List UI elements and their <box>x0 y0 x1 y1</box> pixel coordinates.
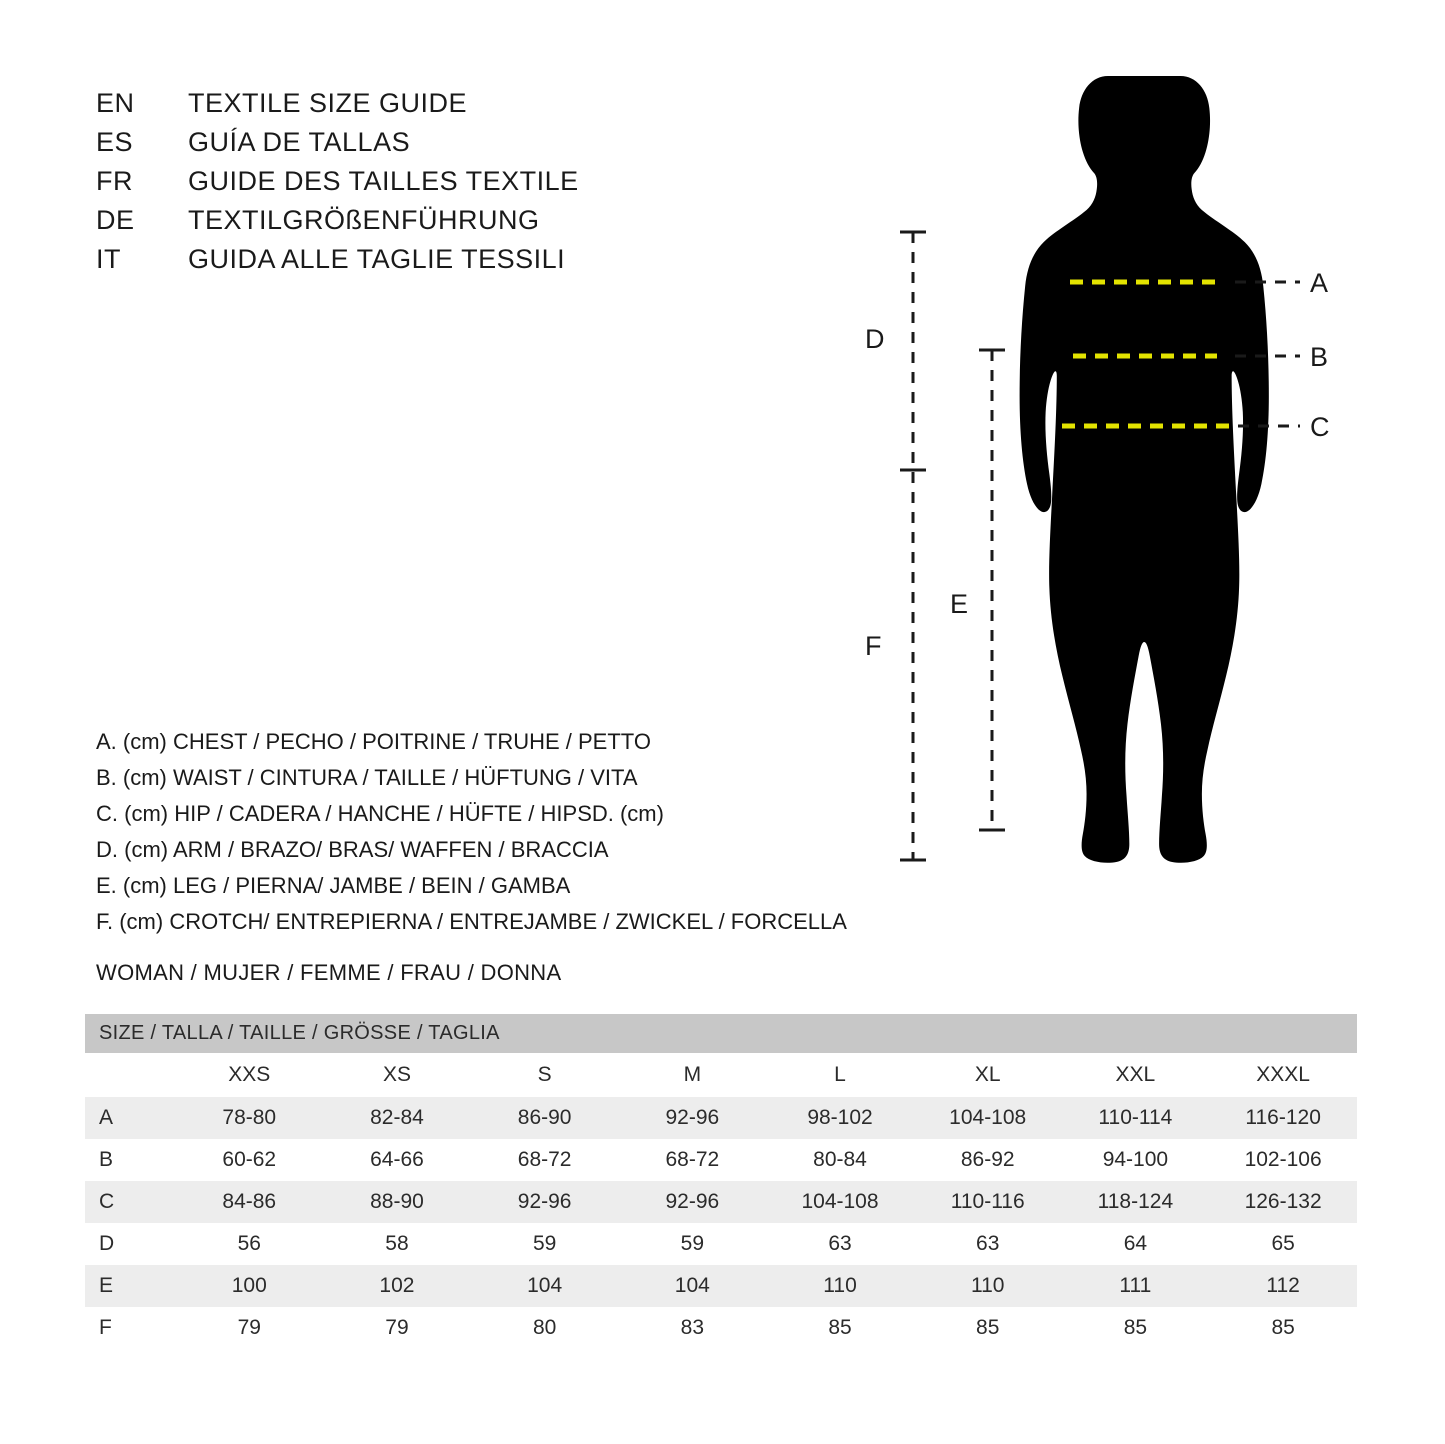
table-row <box>85 1097 1357 1139</box>
cell-f-xxxl: 85 <box>1209 1307 1357 1349</box>
title-row-de <box>96 205 579 244</box>
cell-d-m: 59 <box>618 1223 766 1265</box>
cell-e-xl: 110 <box>914 1265 1062 1307</box>
cell-c-xl: 110-116 <box>914 1181 1062 1223</box>
legend-item-c: C. (cm) HIP / CADERA / HANCHE / HÜFTE / HIPSD. (cm) <box>96 801 664 826</box>
cell-b-xxxl: 102-106 <box>1209 1139 1357 1181</box>
figure-label-d: D <box>865 324 885 354</box>
cell-d-xs: 58 <box>323 1223 471 1265</box>
cell-a-xl: 104-108 <box>914 1097 1062 1139</box>
legend-item-a: A. (cm) CHEST / PECHO / POITRINE / TRUHE / PETTO <box>96 729 651 754</box>
legend-item-d: D. (cm) ARM / BRAZO/ BRAS/ WAFFEN / BRACCIA <box>96 837 609 862</box>
title-lang-de: DE <box>96 205 135 235</box>
title-text-en: TEXTILE SIZE GUIDE <box>188 88 468 118</box>
row-label-e: E <box>85 1265 175 1307</box>
cell-d-l: 63 <box>766 1223 914 1265</box>
size-col-l: L <box>766 1053 914 1097</box>
body-silhouette-diagram <box>840 60 1360 890</box>
cell-d-xxl: 64 <box>1062 1223 1210 1265</box>
cell-e-s: 104 <box>471 1265 619 1307</box>
title-text-it: GUIDA ALLE TAGLIE TESSILI <box>188 244 566 274</box>
size-col-xxs: XXS <box>175 1053 323 1097</box>
size-table-wrapper <box>85 1014 1357 1349</box>
bracket-f <box>900 472 926 860</box>
cell-a-l: 98-102 <box>766 1097 914 1139</box>
table-row <box>85 1181 1357 1223</box>
cell-f-s: 80 <box>471 1307 619 1349</box>
cell-f-xxs: 79 <box>175 1307 323 1349</box>
legend-item-e: E. (cm) LEG / PIERNA/ JAMBE / BEIN / GAMBA <box>96 873 571 898</box>
table-row <box>85 1307 1357 1349</box>
cell-d-xxs: 56 <box>175 1223 323 1265</box>
table-row <box>85 1265 1357 1307</box>
cell-a-xxl: 110-114 <box>1062 1097 1210 1139</box>
cell-e-m: 104 <box>618 1265 766 1307</box>
cell-c-l: 104-108 <box>766 1181 914 1223</box>
title-text-fr: GUIDE DES TAILLES TEXTILE <box>188 166 579 196</box>
table-header-bar <box>85 1014 1357 1053</box>
size-col-xl: XL <box>914 1053 1062 1097</box>
measurement-legend <box>96 724 847 940</box>
cell-b-xs: 64-66 <box>323 1139 471 1181</box>
title-row-fr <box>96 166 579 205</box>
cell-f-m: 83 <box>618 1307 766 1349</box>
cell-b-xl: 86-92 <box>914 1139 1062 1181</box>
cell-a-xs: 82-84 <box>323 1097 471 1139</box>
cell-f-xl: 85 <box>914 1307 1062 1349</box>
cell-e-xxxl: 112 <box>1209 1265 1357 1307</box>
cell-a-m: 92-96 <box>618 1097 766 1139</box>
title-row-en <box>96 88 579 127</box>
figure-label-c: C <box>1310 412 1330 442</box>
row-label-c: C <box>85 1181 175 1223</box>
cell-c-xxs: 84-86 <box>175 1181 323 1223</box>
table-header-title: SIZE / TALLA / TAILLE / GRÖSSE / TAGLIA <box>85 1014 1357 1053</box>
figure-label-b: B <box>1310 342 1329 372</box>
table-rowlabel-header <box>85 1053 175 1097</box>
cell-c-xs: 88-90 <box>323 1181 471 1223</box>
cell-d-s: 59 <box>471 1223 619 1265</box>
row-label-b: B <box>85 1139 175 1181</box>
cell-b-s: 68-72 <box>471 1139 619 1181</box>
cell-b-m: 68-72 <box>618 1139 766 1181</box>
cell-a-xxs: 78-80 <box>175 1097 323 1139</box>
title-lang-fr: FR <box>96 166 133 196</box>
figure-label-a: A <box>1310 268 1329 298</box>
title-row-it <box>96 244 579 283</box>
size-col-xxxl: XXXL <box>1209 1053 1357 1097</box>
cell-f-l: 85 <box>766 1307 914 1349</box>
cell-d-xxxl: 65 <box>1209 1223 1357 1265</box>
bracket-d <box>900 232 926 470</box>
cell-e-xxs: 100 <box>175 1265 323 1307</box>
size-table <box>85 1014 1357 1349</box>
legend-item-f: F. (cm) CROTCH/ ENTREPIERNA / ENTREJAMBE / ZWICKEL / FORCELLA <box>96 909 847 934</box>
cell-d-xl: 63 <box>914 1223 1062 1265</box>
title-lang-es: ES <box>96 127 134 157</box>
table-size-row <box>85 1053 1357 1097</box>
cell-c-s: 92-96 <box>471 1181 619 1223</box>
title-block <box>96 88 579 283</box>
table-row <box>85 1223 1357 1265</box>
cell-e-xxl: 111 <box>1062 1265 1210 1307</box>
size-col-m: M <box>618 1053 766 1097</box>
cell-b-xxs: 60-62 <box>175 1139 323 1181</box>
title-lang-it: IT <box>96 244 121 274</box>
cell-b-xxl: 94-100 <box>1062 1139 1210 1181</box>
title-text-de: TEXTILGRÖßENFÜHRUNG <box>188 205 540 235</box>
target-group-label: WOMAN / MUJER / FEMME / FRAU / DONNA <box>96 960 562 985</box>
cell-f-xs: 79 <box>323 1307 471 1349</box>
row-label-a: A <box>85 1097 175 1139</box>
cell-f-xxl: 85 <box>1062 1307 1210 1349</box>
size-col-xxl: XXL <box>1062 1053 1210 1097</box>
title-row-es <box>96 127 579 166</box>
cell-c-m: 92-96 <box>618 1181 766 1223</box>
cell-e-xs: 102 <box>323 1265 471 1307</box>
bracket-e <box>979 350 1005 830</box>
figure-label-f: F <box>865 631 882 661</box>
title-lang-en: EN <box>96 88 135 118</box>
cell-e-l: 110 <box>766 1265 914 1307</box>
cell-c-xxl: 118-124 <box>1062 1181 1210 1223</box>
cell-b-l: 80-84 <box>766 1139 914 1181</box>
row-label-d: D <box>85 1223 175 1265</box>
size-col-xs: XS <box>323 1053 471 1097</box>
cell-a-s: 86-90 <box>471 1097 619 1139</box>
row-label-f: F <box>85 1307 175 1349</box>
silhouette-figure <box>1020 76 1269 863</box>
table-row <box>85 1139 1357 1181</box>
legend-item-b: B. (cm) WAIST / CINTURA / TAILLE / HÜFTUNG / VITA <box>96 765 638 790</box>
title-text-es: GUÍA DE TALLAS <box>188 127 411 157</box>
cell-a-xxxl: 116-120 <box>1209 1097 1357 1139</box>
cell-c-xxxl: 126-132 <box>1209 1181 1357 1223</box>
size-col-s: S <box>471 1053 619 1097</box>
figure-label-e: E <box>950 589 969 619</box>
